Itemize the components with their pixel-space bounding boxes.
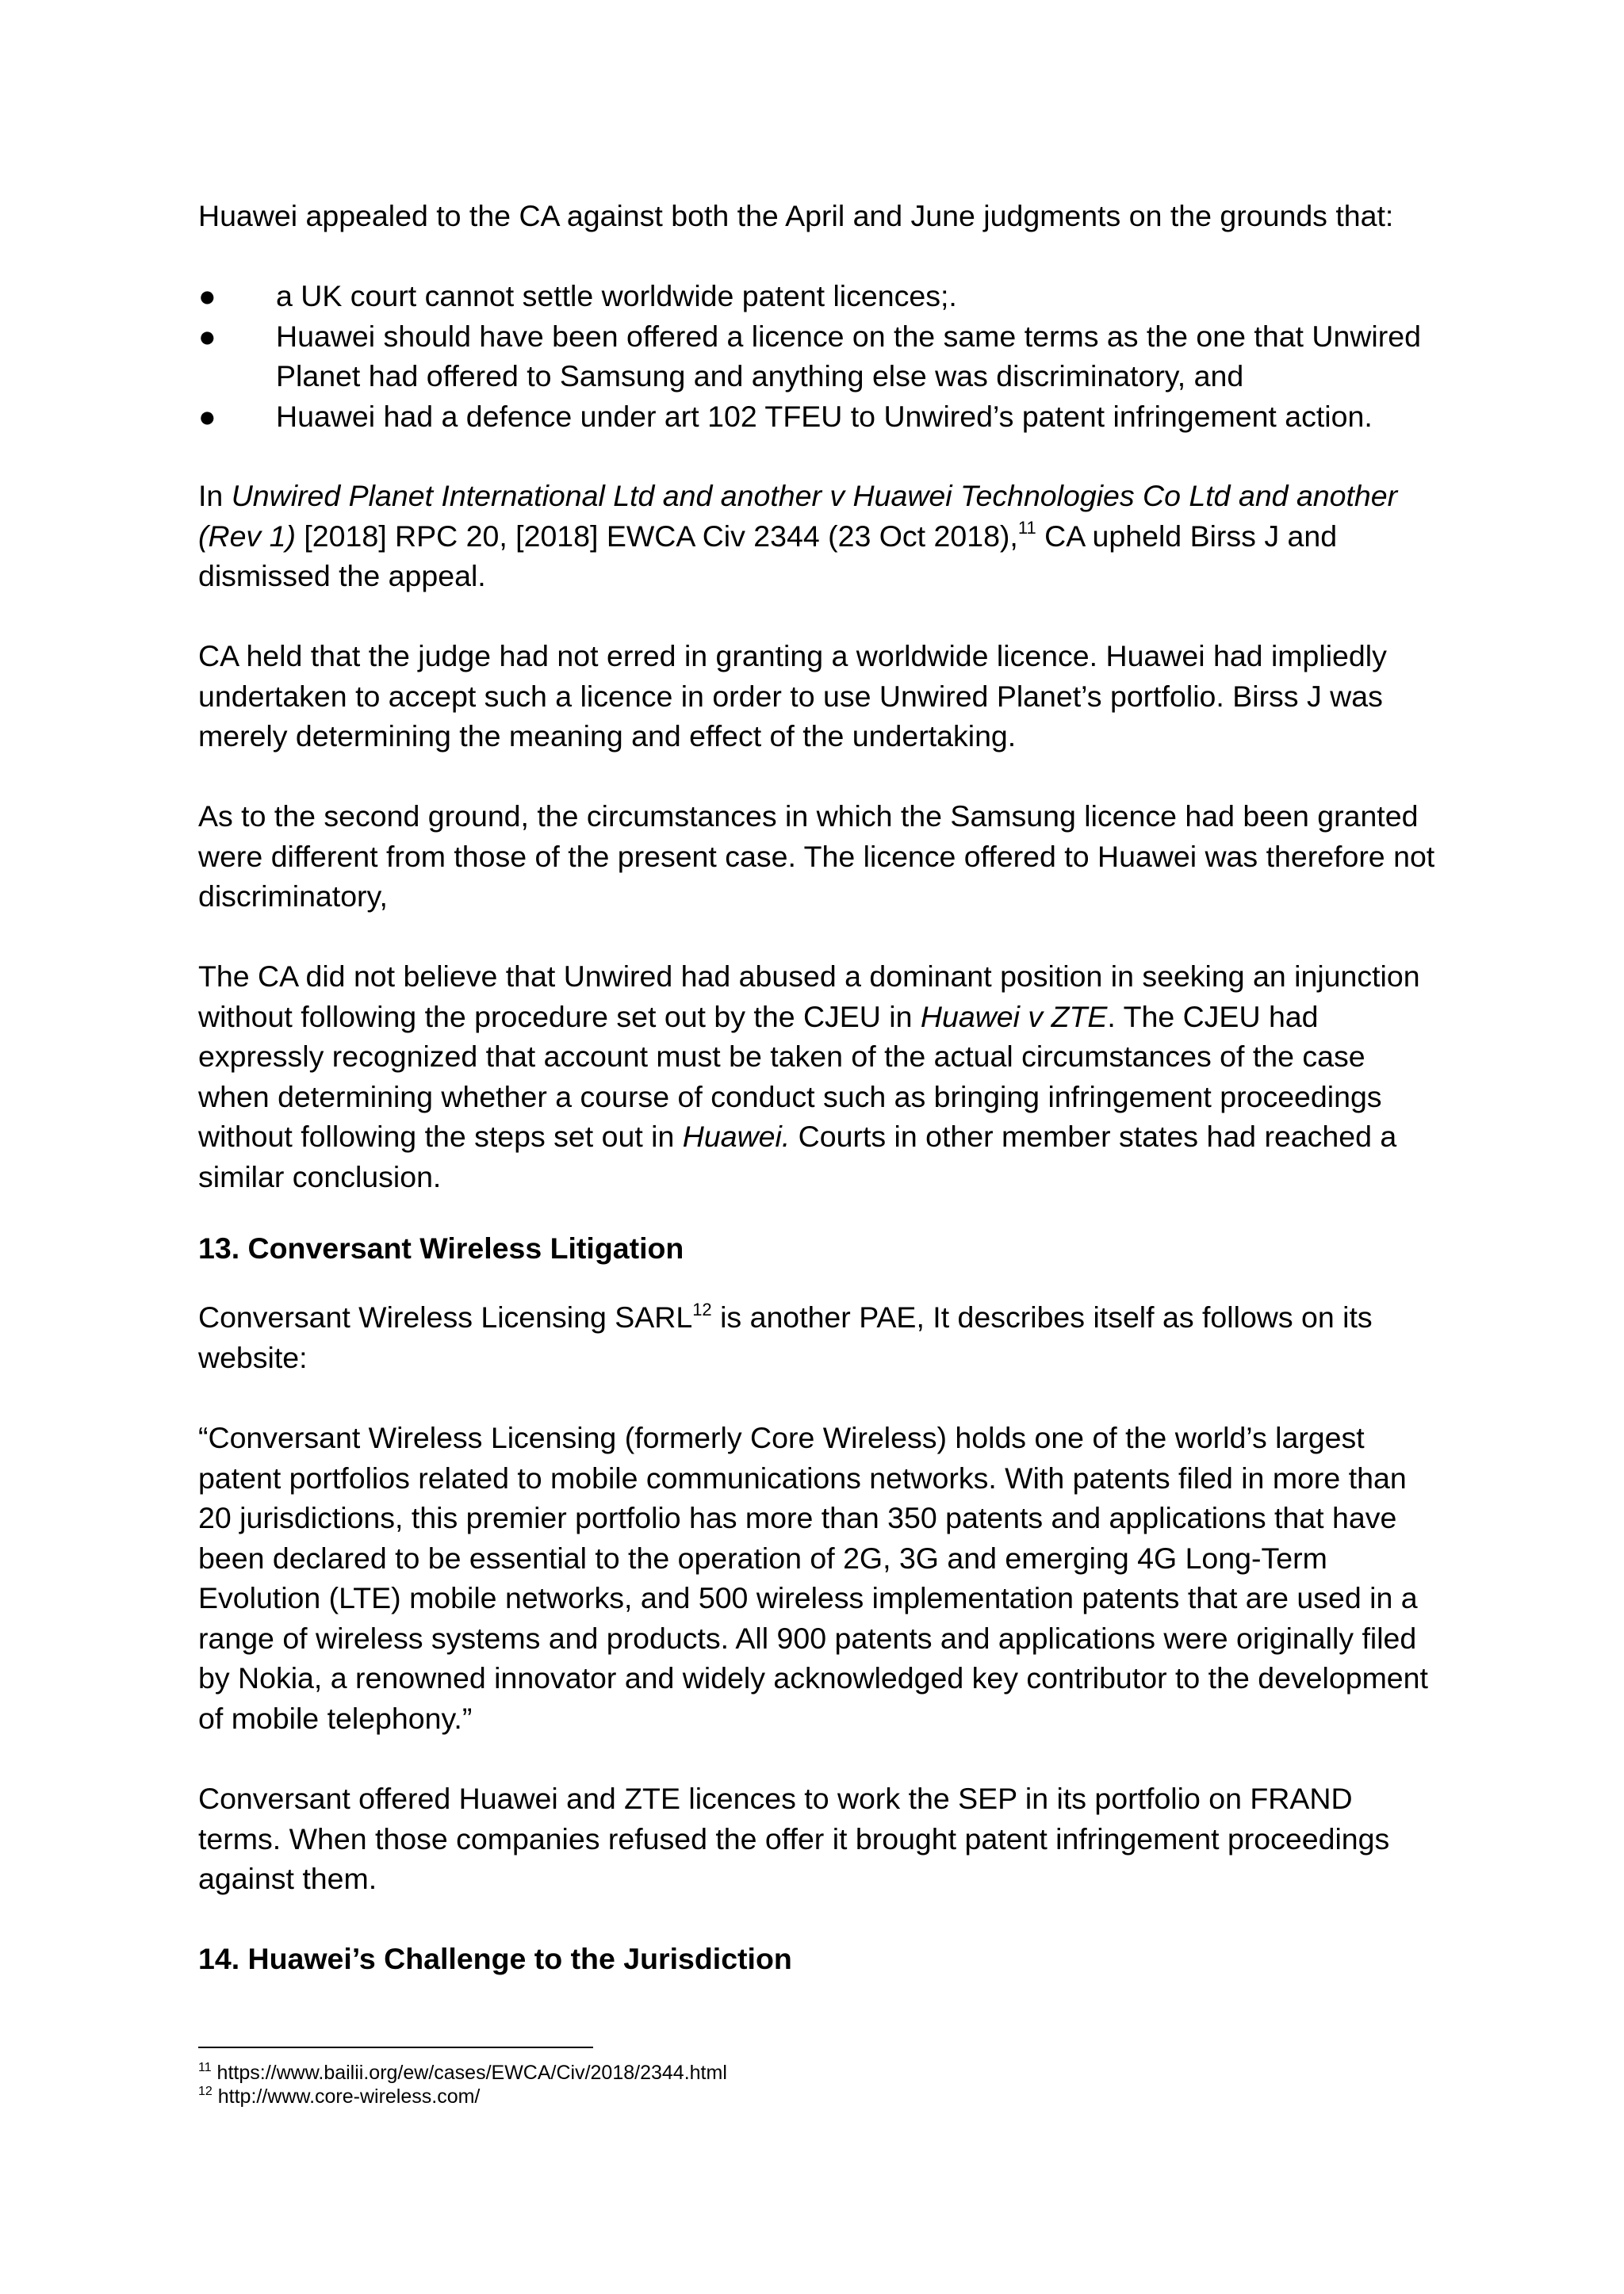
paragraph-conversant-quote: “Conversant Wireless Licensing (formerly Core Wireless) holds one of the world’s largest patent portfolios related to mobile communications networks. With patents filed in more than 20 jurisdictions, this premier portfolio has more than 350 patents and applications that have been declared to be essential to the operation of 2G, 3G and emerging 4G Long-Term Evolution (LTE) mobile networks, and 500 wireless implementation patents that are used in a range of wireless systems and products. All 900 patents and applications were originally filed by Nokia, a renowned innovator and widely acknowledged key contributor to the development of mobile telephony.”: [198, 1421, 1428, 1735]
text-run: The CA did not believe that Unwired had abused a dominant position in seeking an injunction without following the procedure set out by the CJEU in: [198, 959, 1420, 1033]
footnote-number: 11: [198, 2060, 212, 2074]
text-run: Courts in other member states had reached a similar conclusion.: [198, 1120, 1397, 1193]
text-run: Conversant Wireless Licensing SARL: [198, 1300, 693, 1334]
grounds-list: [198, 276, 1435, 436]
list-item-text: Huawei had a defence under art 102 TFEU to Unwired’s patent infringement action.: [276, 399, 1373, 433]
list-item: [198, 396, 1435, 437]
paragraph-ca-decision: [198, 476, 1435, 596]
bullet-icon: ●: [198, 319, 216, 353]
list-item-text: Huawei should have been offered a licence on the same terms as the one that Unwired Planet had offered to Samsung and anything else was discriminatory, and: [276, 319, 1421, 393]
footnote-11: [198, 2061, 1435, 2085]
paragraph-worldwide-licence: CA held that the judge had not erred in granting a worldwide licence. Huawei had impliedly undertaken to accept such a licence in order to use Unwired Planet’s portfolio. Birss J was merely determining the meaning and effect of the undertaking.: [198, 639, 1387, 753]
footnote-link[interactable]: http://www.core-wireless.com/: [212, 2085, 481, 2108]
footnote-separator: [198, 2047, 593, 2048]
case-name: Huawei v ZTE: [920, 999, 1108, 1033]
text-run: In: [198, 479, 232, 512]
text-run: CA upheld Birss J and dismissed the appeal.: [198, 519, 1338, 592]
footnote-number: 12: [198, 2084, 213, 2098]
bullet-icon: ●: [198, 399, 216, 433]
text-run: is another PAE, It describes itself as follows on its website:: [198, 1300, 1373, 1374]
footnote-link[interactable]: https://www.bailii.org/ew/cases/EWCA/Civ/2018/2344.html: [211, 2062, 727, 2084]
paragraph-conversant-offer: Conversant offered Huawei and ZTE licences to work the SEP in its portfolio on FRAND terms. When those companies refused the offer it brought patent infringement proceedings against them.: [198, 1782, 1390, 1895]
paragraph-appeal-grounds: Huawei appealed to the CA against both the April and June judgments on the grounds that:: [198, 199, 1394, 232]
footnote-ref-11[interactable]: 11: [1017, 518, 1036, 538]
paragraph-dominant-position: [198, 956, 1435, 1197]
case-citation: [2018] RPC 20, [2018] EWCA Civ 2344 (23 Oct 2018),: [295, 519, 1018, 553]
section-heading-13: 13. Conversant Wireless Litigation: [198, 1231, 684, 1265]
bullet-icon: ●: [198, 279, 216, 312]
case-name: Huawei.: [682, 1120, 791, 1153]
list-item: [198, 276, 1435, 316]
footnote-12: [198, 2085, 1435, 2108]
list-item-text: a UK court cannot settle worldwide patent licences;.: [276, 279, 957, 312]
paragraph-second-ground: As to the second ground, the circumstances in which the Samsung licence had been granted were different from those of the present case. The licence offered to Huawei was therefore not discriminatory,: [198, 799, 1435, 913]
text-run: . The CJEU had expressly recognized that account must be taken of the actual circumstances of the case when determining whether a course of conduct such as bringing infringement proceedings without following the steps set out in: [198, 999, 1382, 1153]
footnote-ref-12[interactable]: 12: [692, 1299, 712, 1319]
list-item: [198, 316, 1435, 396]
section-heading-14: 14. Huawei’s Challenge to the Jurisdiction: [198, 1942, 792, 1975]
case-name: Unwired Planet International Ltd and another v Huawei Technologies Co Ltd and another (Rev 1): [198, 479, 1398, 553]
paragraph-conversant-intro: [198, 1297, 1435, 1377]
